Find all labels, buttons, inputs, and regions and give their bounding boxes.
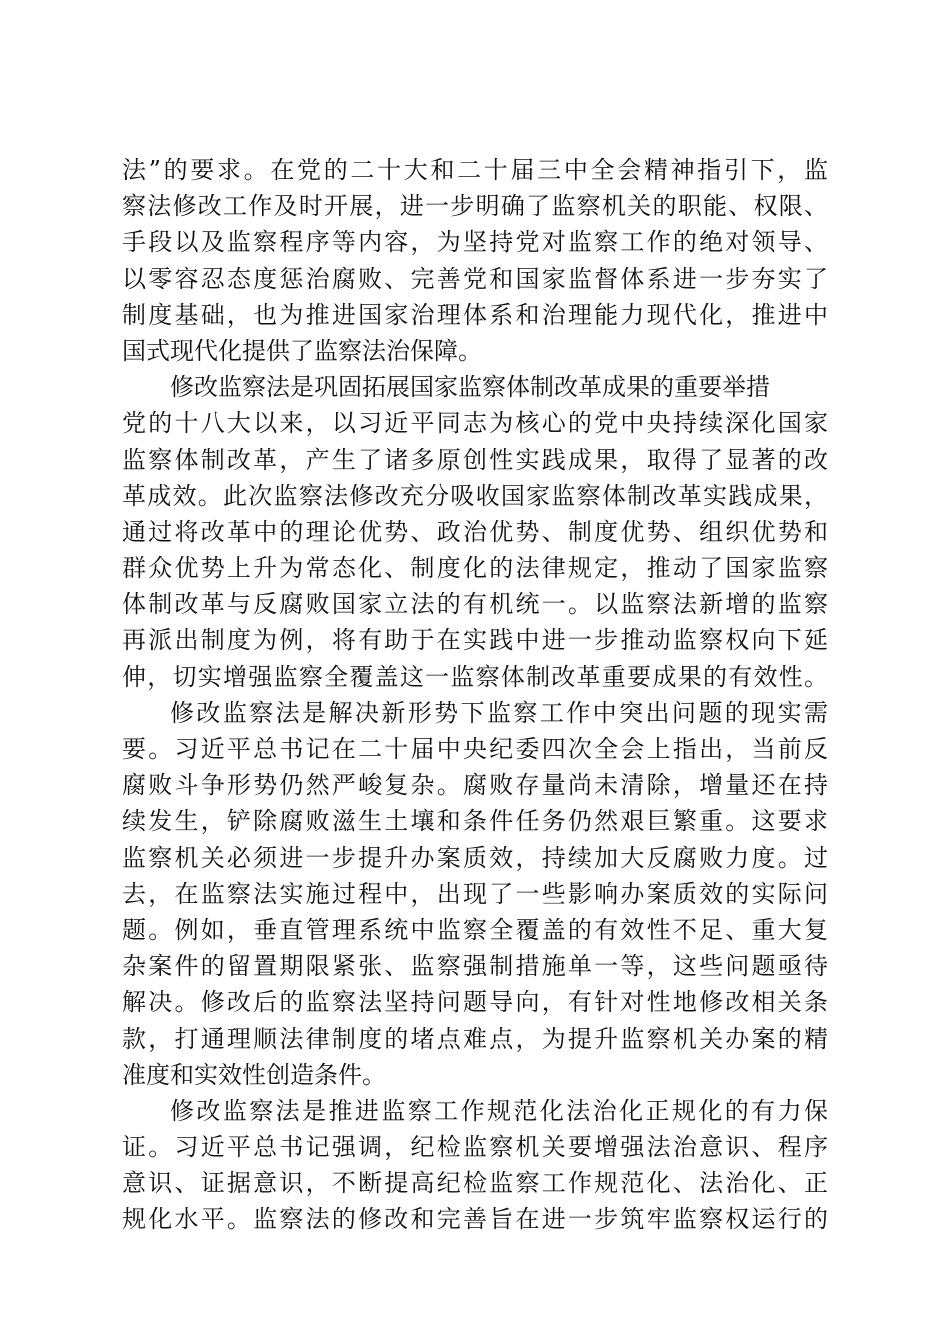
text-line: 法”的要求。在党的二十大和二十届三中全会精神指引下，监 — [122, 156, 828, 184]
text-line: 续发生，铲除腐败滋生土壤和条件任务仍然艰巨繁重。这要求 — [122, 807, 828, 836]
text-line: 监察机关必须进一步提升办案质效，持续加大反腐败力度。过 — [122, 843, 828, 872]
text-line: 体制改革与反腐败国家立法的有机统一。以监察法新增的监察 — [122, 590, 828, 619]
body-text — [122, 152, 828, 1238]
text-line: 解决。修改后的监察法坚持问题导向，有针对性地修改相关条 — [122, 988, 828, 1017]
text-line: 要。习近平总书记在二十届中央纪委四次全会上指出，当前反 — [122, 735, 828, 763]
text-line: 题。例如，垂直管理系统中监察全覆盖的有效性不足、重大复 — [122, 915, 828, 944]
text-line: 规化水平。监察法的修改和完善旨在进一步筑牢监察权运行的 — [122, 1205, 828, 1234]
text-line: 款，打通理顺法律制度的堵点难点，为提升监察机关办案的精 — [122, 1024, 828, 1053]
text-line: 察法修改工作及时开展，进一步明确了监察机关的职能、权限、 — [122, 192, 828, 221]
text-line: 革成效。此次监察法修改充分吸收国家监察体制改革实践成果， — [122, 481, 828, 510]
text-line: 通过将改革中的理论优势、政治优势、制度优势、组织优势和 — [122, 517, 828, 546]
text-line: 腐败斗争形势仍然严峻复杂。腐败存量尚未清除，增量还在持 — [122, 771, 828, 800]
text-line: 再派出制度为例，将有助于在实践中进一步推动监察权向下延 — [122, 626, 828, 655]
text-line: 党的十八大以来，以习近平同志为核心的党中央持续深化国家 — [122, 409, 828, 438]
text-line: 去，在监察法实施过程中，出现了一些影响办案质效的实际问 — [122, 879, 828, 908]
text-line: 制度基础，也为推进国家治理体系和治理能力现代化，推进中 — [122, 300, 828, 329]
paragraph-heading-line: 修改监察法是推进监察工作规范化法治化正规化的有力保 — [170, 1096, 828, 1125]
text-line: 伸，切实增强监察全覆盖这一监察体制改革重要成果的有效性。 — [122, 662, 828, 691]
text-line: 手段以及监察程序等内容，为坚持党对监察工作的绝对领导、 — [122, 228, 828, 257]
text-line: 以零容忍态度惩治腐败、完善党和国家监督体系进一步夯实了 — [122, 264, 828, 293]
text-line: 准度和实效性创造条件。 — [122, 1060, 386, 1089]
text-line: 监察体制改革，产生了诸多原创性实践成果，取得了显著的改 — [122, 445, 828, 474]
text-line: 证。习近平总书记强调，纪检监察机关要增强法治意识、程序 — [122, 1133, 828, 1162]
text-line: 国式现代化提供了监察法治保障。 — [122, 336, 482, 365]
paragraph-heading-line: 修改监察法是巩固拓展国家监察体制改革成果的重要举措 — [170, 373, 770, 402]
text-line: 意识、证据意识，不断提高纪检监察工作规范化、法治化、正 — [122, 1169, 828, 1198]
text-line: 群众优势上升为常态化、制度化的法律规定，推动了国家监察 — [122, 554, 828, 583]
paragraph-heading-line: 修改监察法是解决新形势下监察工作中突出问题的现实需 — [170, 698, 828, 727]
text-line: 杂案件的留置期限紧张、监察强制措施单一等，这些问题亟待 — [122, 952, 828, 981]
